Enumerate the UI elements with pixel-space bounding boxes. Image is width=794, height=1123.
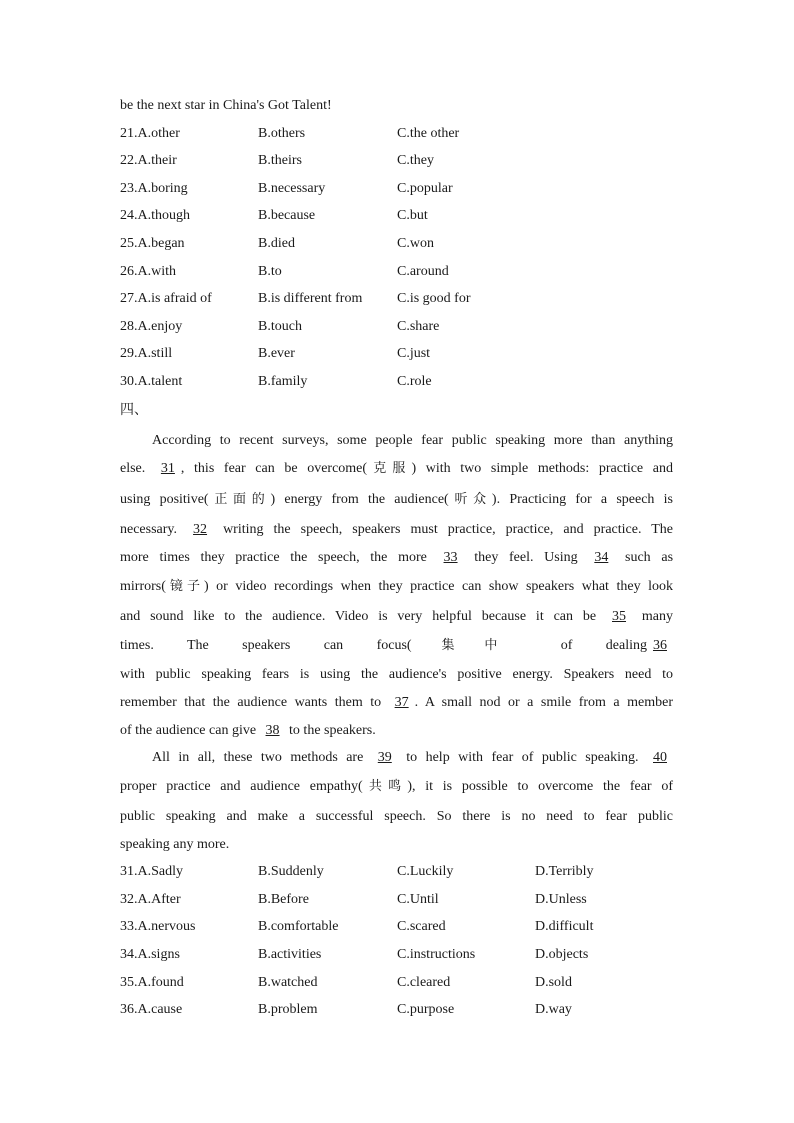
option-c: C.popular	[397, 181, 453, 196]
option-b: B.Before	[258, 892, 309, 907]
passage-text: , this fear can be overcome(	[180, 461, 368, 476]
option-a: 30.A.talent	[120, 374, 183, 389]
option-c: C.Luckily	[397, 864, 454, 879]
blank-40[interactable]: 40	[653, 750, 667, 765]
option-row-24	[120, 206, 680, 226]
option-row-21	[120, 124, 680, 144]
passage-line	[120, 807, 673, 827]
option-c: C.is good for	[397, 291, 471, 306]
option-row-31	[120, 862, 680, 882]
passage-text: to help with fear of public speaking.	[397, 750, 647, 765]
passage-text: using positive(	[120, 492, 209, 507]
passage-line	[120, 577, 673, 597]
passage-text: ) energy from the audience(	[270, 492, 449, 507]
passage-text: necessary.	[120, 522, 188, 537]
option-row-26	[120, 262, 680, 282]
option-c: C.purpose	[397, 1002, 455, 1017]
option-row-32	[120, 890, 680, 910]
option-a: 35.A.found	[120, 975, 184, 990]
blank-31[interactable]: 31	[160, 461, 175, 476]
option-a: 28.A.enjoy	[120, 319, 183, 334]
option-a: 22.A.their	[120, 153, 177, 168]
passage-line	[152, 431, 673, 451]
passage-line	[120, 548, 673, 568]
passage-line	[120, 636, 673, 656]
option-a: 25.A.began	[120, 236, 185, 251]
option-a: 23.A.boring	[120, 181, 188, 196]
passage-text: ) with two simple methods: practice and	[411, 461, 673, 476]
passage-line	[120, 607, 673, 627]
option-a: 32.A.After	[120, 892, 181, 907]
passage-text: mirrors(	[120, 579, 166, 594]
passage-line	[120, 835, 673, 855]
option-c: C.they	[397, 153, 434, 168]
passage-text: speaking any more.	[120, 837, 230, 852]
option-a: 34.A.signs	[120, 947, 180, 962]
option-c: C.won	[397, 236, 434, 251]
option-b: B.is different from	[258, 291, 363, 306]
option-b: B.because	[258, 208, 316, 223]
passage-text: writing the speech, speakers must practice, practice, and practice. The	[213, 522, 673, 537]
option-c: C.cleared	[397, 975, 451, 990]
passage-text: more times they practice the speech, the more	[120, 550, 438, 565]
passage-text: and sound like to the audience. Video is very helpful because it can be	[120, 609, 607, 624]
option-d: D.way	[535, 1002, 572, 1017]
option-b: B.ever	[258, 346, 295, 361]
blank-32[interactable]: 32	[193, 522, 208, 537]
passage-text: public speaking and make a successful speech. So there is no need to fear public	[120, 809, 673, 824]
passage-text: to the speakers.	[285, 723, 376, 738]
intro-tail-text: be the next star in China's Got Talent!	[120, 98, 332, 113]
option-row-34	[120, 945, 680, 965]
passage-text: ), it is possible to overcome the fear of	[407, 779, 673, 794]
passage-text: such as	[614, 550, 674, 565]
passage-text: remember that the audience wants them to	[120, 695, 389, 710]
option-row-30	[120, 372, 680, 392]
option-row-33	[120, 917, 680, 937]
option-b: B.touch	[258, 319, 302, 334]
passage-text: else.	[120, 461, 155, 476]
option-a: 33.A.nervous	[120, 919, 196, 934]
option-row-25	[120, 234, 680, 254]
gloss-text: 共鸣	[362, 779, 408, 794]
option-c: C.just	[397, 346, 431, 361]
option-b: B.comfortable	[258, 919, 339, 934]
option-a: 27.A.is afraid of	[120, 291, 212, 306]
option-b: B.theirs	[258, 153, 302, 168]
passage-line	[120, 490, 673, 510]
section-heading: 四、	[120, 402, 148, 418]
passage-line	[120, 721, 673, 741]
option-a: 21.A.other	[120, 126, 180, 141]
option-b: B.died	[258, 236, 295, 251]
gloss-text: 集中	[411, 638, 528, 653]
option-b: B.others	[258, 126, 306, 141]
passage-line	[120, 459, 673, 479]
option-a: 24.A.though	[120, 208, 190, 223]
option-b: B.to	[258, 264, 282, 279]
blank-38[interactable]: 38	[265, 723, 280, 738]
option-row-22	[120, 151, 680, 171]
gloss-text: 听众	[448, 492, 492, 507]
blank-35[interactable]: 35	[612, 609, 627, 624]
passage-text: many	[632, 609, 674, 624]
option-a: 26.A.with	[120, 264, 176, 279]
option-c: C.share	[397, 319, 440, 334]
option-b: B.family	[258, 374, 308, 389]
option-a: 31.A.Sadly	[120, 864, 183, 879]
option-b: B.Suddenly	[258, 864, 324, 879]
blank-36[interactable]: 36	[652, 638, 667, 653]
option-row-29	[120, 344, 680, 364]
option-row-27	[120, 289, 680, 309]
passage-line	[120, 693, 673, 713]
option-row-35	[120, 973, 680, 993]
passage-text: of dealing	[527, 638, 647, 653]
option-d: D.sold	[535, 975, 572, 990]
gloss-text: 镜子	[165, 579, 204, 594]
option-b: B.watched	[258, 975, 318, 990]
passage-text: . A small nod or a smile from a member	[414, 695, 673, 710]
passage-text: ). Practicing for a speech is	[491, 492, 673, 507]
option-row-28	[120, 317, 680, 337]
passage-line	[120, 665, 673, 685]
passage-text: with public speaking fears is using the audience's positive energy. Speakers need to	[120, 667, 673, 682]
option-d: D.Terribly	[535, 864, 594, 879]
option-c: C.around	[397, 264, 449, 279]
blank-39[interactable]: 39	[377, 750, 392, 765]
option-d: D.difficult	[535, 919, 594, 934]
passage-text: According to recent surveys, some people fear public speaking more than anything	[152, 433, 673, 448]
option-c: C.instructions	[397, 947, 476, 962]
passage-text: of the audience can give	[120, 723, 260, 738]
passage-text: ) or video recordings when they practice can show speakers what they look	[203, 579, 673, 594]
option-d: D.Unless	[535, 892, 587, 907]
option-row-36	[120, 1000, 680, 1020]
passage-text: proper practice and audience empathy(	[120, 779, 363, 794]
passage-text: All in all, these two methods are	[152, 750, 372, 765]
gloss-text: 克服	[367, 461, 412, 476]
option-c: C.the other	[397, 126, 460, 141]
option-c: C.role	[397, 374, 432, 389]
passage-text: times. The speakers can focus(	[120, 638, 412, 653]
blank-33[interactable]: 33	[443, 550, 458, 565]
option-d: D.objects	[535, 947, 589, 962]
option-b: B.activities	[258, 947, 322, 962]
gloss-text: 正面的	[208, 492, 271, 507]
passage-text: they feel. Using	[463, 550, 589, 565]
blank-37[interactable]: 37	[394, 695, 409, 710]
blank-34[interactable]: 34	[594, 550, 609, 565]
option-row-23	[120, 179, 680, 199]
option-a: 36.A.cause	[120, 1002, 183, 1017]
option-c: C.Until	[397, 892, 439, 907]
option-b: B.problem	[258, 1002, 318, 1017]
passage-line	[120, 777, 673, 797]
passage-line	[120, 520, 673, 540]
passage-line	[152, 748, 673, 768]
option-a: 29.A.still	[120, 346, 173, 361]
option-c: C.but	[397, 208, 428, 223]
option-b: B.necessary	[258, 181, 326, 196]
option-c: C.scared	[397, 919, 446, 934]
